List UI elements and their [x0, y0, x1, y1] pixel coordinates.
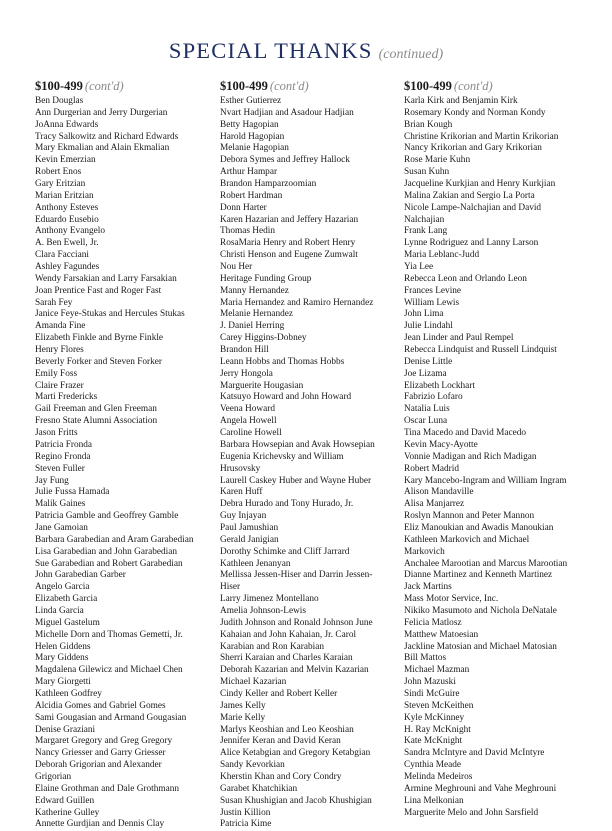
donor-name: Joe Lizama [404, 368, 447, 379]
column-heading [35, 78, 220, 95]
donor-name: Miguel Gastelum [35, 617, 100, 628]
donor-name: Eugenia Krichevsky and William [220, 451, 344, 462]
title-continued: (continued) [378, 47, 444, 62]
donor-name: Lynne Rodriguez and Lanny Larson [404, 238, 539, 249]
donor-name: Dorothy Schimke and Cliff Jarrard [220, 546, 350, 557]
amount-range: $100-499 [35, 79, 83, 93]
donor-name: Cynthia Meade [404, 760, 462, 771]
donor-name: Sindi McGuire [404, 688, 460, 699]
donor-name: Steven Fuller [35, 463, 85, 474]
donor-name: Lina Melkonian [404, 795, 464, 806]
donor-name: Anthony Evangelo [35, 226, 105, 237]
donor-name: Margaret Gregory and Greg Gregory [35, 736, 173, 747]
donor-name: Nvart Hadjian and Asadour Hadjian [220, 107, 354, 118]
donor-name: Leann Hobbs and Thomas Hobbs [220, 356, 345, 367]
donor-name: Mary Giorgetti [35, 677, 91, 688]
donor-name: Tracy Salkowitz and Richard Edwards [35, 131, 179, 142]
donor-name: Frances Levine [404, 285, 462, 296]
donor-name: Melanie Hernandez [220, 309, 294, 320]
donor-name: Robert Hardman [220, 190, 283, 201]
donor-name: Jacqueline Kurkjian and Henry Kurkjian [404, 179, 556, 190]
donor-name: Maria Hernandez and Ramiro Hernandez [220, 297, 374, 308]
donor-name: Amanda Fine [35, 321, 86, 332]
donor-name: Deborah Grigorian and Alexander [35, 760, 162, 771]
donor-name: Arthur Hampar [220, 167, 278, 178]
donor-name: Michael Kazarian [220, 677, 287, 688]
donor-name: Veena Howard [220, 404, 275, 415]
donor-name: Susan Khushigian and Jacob Khushigian [220, 795, 372, 806]
donor-name: Robert Enos [35, 167, 82, 178]
donor-name: Kathleen Markovich and Michael [404, 534, 530, 545]
donor-name: Helen Giddens [35, 641, 91, 652]
donor-name: Natalia Luis [404, 404, 450, 415]
donor-name: Sandy Kevorkian [220, 760, 285, 771]
donor-name: Patricia Kime [220, 819, 272, 830]
donor-name: Patricia Fronda [35, 439, 93, 450]
donor-name: Paul Jamushian [220, 522, 279, 533]
donor-name: RosaMaria Henry and Robert Henry [220, 238, 356, 249]
donor-name: Brian Kough [404, 119, 453, 130]
donor-name: Nikiko Masumoto and Nichola DeNatale [404, 605, 557, 616]
donor-name: Vonnie Madigan and Rich Madigan [404, 451, 537, 462]
donor-name: Katherine Gulley [35, 807, 100, 818]
donor-name: Frank Lang [404, 226, 448, 237]
donor-name: Alisa Manjarrez [404, 499, 465, 510]
donor-name: Brandon Hill [220, 345, 269, 356]
donor-name: Julie Lindahl [404, 321, 453, 332]
donor-name: Marguerite Melo and John Sarsfield [404, 807, 539, 818]
donor-name: Kathleen Jenanyan [220, 558, 291, 569]
donor-name: Jennifer Keran and David Keran [220, 736, 341, 747]
donor-list [35, 96, 220, 831]
donor-name: Betty Hagopian [220, 119, 279, 130]
donor-name: Steven McKeithen [404, 700, 474, 711]
donor-name: Matthew Matoesian [404, 629, 479, 640]
donor-name: Barbara Howsepian and Avak Howsepian [220, 439, 375, 450]
donor-name: James Kelly [220, 700, 266, 711]
amount-range: $100-499 [220, 79, 268, 93]
donor-name: Ann Durgerian and Jerry Durgerian [35, 107, 168, 118]
donor-name: Lisa Garabedian and John Garabedian [35, 546, 177, 557]
donor-name: Ashley Fagundes [35, 262, 100, 273]
donor-name: Melinda Medeiros [404, 771, 473, 782]
donor-name: Henry Flores [35, 345, 84, 356]
donor-name: John Mazuski [404, 677, 456, 688]
donor-name: Mellissa Jessen-Hiser and Darrin Jessen- [220, 570, 373, 581]
donor-name: Cindy Keller and Robert Keller [220, 688, 338, 699]
donor-name: Alice Ketabgian and Gregory Ketabgian [220, 748, 371, 759]
donor-name: Eduardo Eusebio [35, 214, 99, 225]
continued-label: (cont'd) [84, 79, 124, 93]
donor-name: Malina Zakian and Sergio La Porta [404, 190, 535, 201]
donor-name: Heritage Funding Group [220, 273, 312, 284]
donor-name: Elaine Grothman and Dale Grothmann [35, 783, 180, 794]
donor-name: Malik Gaines [35, 499, 86, 510]
donor-name: Magdalena Gilewicz and Michael Chen [35, 665, 183, 676]
donor-name: Kherstin Khan and Cory Condry [220, 771, 342, 782]
donor-name: Fabrizio Lofaro [404, 392, 463, 403]
donor-name: Justin Killion [220, 807, 271, 818]
continued-label: (cont'd) [269, 79, 309, 93]
donor-name: Debra Hurado and Tony Hurado, Jr. [220, 499, 354, 510]
donor-name: Kevin Emerzian [35, 155, 96, 166]
donor-name: Grigorian [35, 771, 72, 782]
donor-name: Robert Madrid [404, 463, 459, 474]
donor-name: Susan Kuhn [404, 167, 450, 178]
donor-name: Alison Mandaville [404, 487, 474, 498]
page-title [0, 38, 612, 64]
donor-name: Garabet Khatchikian [220, 783, 298, 794]
donor-name: Nou Her [220, 262, 253, 273]
donor-name: Marguerite Hougasian [220, 380, 304, 391]
donor-list [220, 96, 405, 831]
continued-label: (cont'd) [453, 79, 493, 93]
donor-name: Hiser [220, 582, 241, 593]
donor-name: Caroline Howell [220, 428, 282, 439]
donor-name: Eliz Manoukian and Awadis Manoukian [404, 522, 554, 533]
donor-name: Markovich [404, 546, 445, 557]
donor-name: Harold Hagopian [220, 131, 285, 142]
donor-column-3 [404, 78, 594, 819]
donor-name: Maria Leblanc-Judd [404, 250, 480, 261]
donor-name: Laurell Caskey Huber and Wayne Huber [220, 475, 372, 486]
donor-name: Karen Hazarian and Jeffery Hazarian [220, 214, 359, 225]
donor-name: Carey Higgins-Dobney [220, 333, 307, 344]
donor-name: Brandon Hamparzoomian [220, 179, 317, 190]
donor-name: Denise Little [404, 356, 453, 367]
donor-name: Deborah Kazarian and Melvin Kazarian [220, 665, 369, 676]
donor-name: Mass Motor Service, Inc. [404, 594, 499, 605]
donor-name: Yia Lee [404, 262, 434, 273]
donor-name: Michelle Dorn and Thomas Gemetti, Jr. [35, 629, 183, 640]
donor-name: Ben Douglas [35, 96, 84, 106]
donor-name: Claire Frazer [35, 380, 84, 391]
donor-name: Hrusovsky [220, 463, 261, 474]
donor-name: William Lewis [404, 297, 460, 308]
donor-name: Armine Meghrouni and Vahe Meghrouni [404, 783, 557, 794]
donor-name: Christi Henson and Eugene Zumwalt [220, 250, 358, 261]
donor-name: Sue Garabedian and Robert Garabedian [35, 558, 183, 569]
donor-name: Rebecca Leon and Orlando Leon [404, 273, 527, 284]
donor-name: Mary Ekmalian and Alain Ekmalian [35, 143, 170, 154]
donor-name: Sandra McIntyre and David McIntyre [404, 748, 545, 759]
donor-name: A. Ben Ewell, Jr. [35, 238, 99, 249]
donor-name: Patricia Gamble and Geoffrey Gamble [35, 511, 179, 522]
donor-name: Rebecca Lindquist and Russell Lindquist [404, 345, 557, 356]
donor-name: Jack Martins [404, 582, 452, 593]
donor-name: Nancy Griesser and Garry Griesser [35, 748, 166, 759]
donor-name: Amelia Johnson-Lewis [220, 605, 306, 616]
donor-column-2 [220, 78, 405, 831]
donor-name: Elizabeth Finkle and Byrne Finkle [35, 333, 164, 344]
donor-name: Beverly Forker and Steven Forker [35, 356, 163, 367]
donor-name: Clara Facciani [35, 250, 89, 261]
donor-name: Nalchajian [404, 214, 445, 225]
donor-name: Rose Marie Kuhn [404, 155, 471, 166]
donor-name: Kyle McKinney [404, 712, 465, 723]
donor-name: J. Daniel Herring [220, 321, 285, 332]
donor-name: Joan Prentice Fast and Roger Fast [35, 285, 162, 296]
donor-name: Karen Huff [220, 487, 263, 498]
donor-name: Marti Fredericks [35, 392, 98, 403]
donor-name: Gerald Janigian [220, 534, 279, 545]
donor-name: Marie Kelly [220, 712, 266, 723]
donor-name: Bill Mattos [404, 653, 447, 664]
amount-range: $100-499 [404, 79, 452, 93]
donor-name: Oscar Luna [404, 416, 448, 427]
donor-name: Dianne Martinez and Kenneth Martinez [404, 570, 553, 581]
donor-name: Kevin Macy-Ayotte [404, 439, 478, 450]
donor-name: Esther Gutierrez [220, 96, 282, 106]
donor-name: Marlys Keoshian and Leo Keoshian [220, 724, 354, 735]
donor-name: Emily Foss [35, 368, 78, 379]
donor-name: Jane Gamoian [35, 522, 88, 533]
donor-name: Anthony Esteves [35, 202, 99, 213]
donor-name: Sarah Fey [35, 297, 73, 308]
donor-name: Thomas Hedin [220, 226, 275, 237]
donor-name: Nicole Lampe-Nalchajian and David [404, 202, 542, 213]
donor-name: Jackline Matosian and Michael Matosian [404, 641, 557, 652]
donor-name: H. Ray McKnight [404, 724, 471, 735]
donor-column-1 [35, 78, 220, 831]
donor-name: Jerry Hongola [220, 368, 273, 379]
donor-name: Guy Injayan [220, 511, 267, 522]
donor-name: Barbara Garabedian and Aram Garabedian [35, 534, 194, 545]
donor-name: Kary Mancebo-Ingram and William Ingram [404, 475, 567, 486]
donor-name: Gail Freeman and Glen Freeman [35, 404, 157, 415]
donor-name: Jason Fritts [35, 428, 78, 439]
donor-name: Regino Fronda [35, 451, 91, 462]
donor-name: Nancy Krikorian and Gary Krikorian [404, 143, 542, 154]
donor-name: Melanie Hagopian [220, 143, 289, 154]
donor-name: Tina Macedo and David Macedo [404, 428, 527, 439]
donor-name: Elizabeth Garcia [35, 594, 98, 605]
donor-name: Roslyn Mannon and Peter Mannon [404, 511, 535, 522]
donor-name: Donn Harter [220, 202, 267, 213]
donor-name: Larry Jimenez Montellano [220, 594, 319, 605]
donor-name: Wendy Farsakian and Larry Farsakian [35, 273, 177, 284]
donor-name: Marian Eritzian [35, 190, 94, 201]
donor-name: Katsuyo Howard and John Howard [220, 392, 352, 403]
donor-name: Kahaian and John Kahaian, Jr. Carol [220, 629, 357, 640]
donor-name: Jean Linder and Paul Rempel [404, 333, 514, 344]
donor-name: Denise Graziani [35, 724, 96, 735]
donor-name: Christine Krikorian and Martin Krikorian [404, 131, 559, 142]
donor-name: Fresno State Alumni Association [35, 416, 158, 427]
donor-name: Rosemary Kondy and Norman Kondy [404, 107, 546, 118]
donor-name: Angelo Garcia [35, 582, 90, 593]
donor-name: Karabian and Ron Karabian [220, 641, 325, 652]
donor-name: Julie Fussa Hamada [35, 487, 110, 498]
donor-name: Annette Gurdjian and Dennis Clay [35, 819, 165, 830]
donor-name: Sami Gougasian and Armand Gougasian [35, 712, 187, 723]
donor-name: JoAnna Edwards [35, 119, 99, 130]
donor-name: Michael Mazman [404, 665, 470, 676]
donor-name: John Lima [404, 309, 444, 320]
donor-name: Karla Kirk and Benjamin Kirk [404, 96, 518, 106]
donor-name: Jay Fung [35, 475, 69, 486]
donor-name: Alcidia Gomes and Gabriel Gomes [35, 700, 166, 711]
title-main: SPECIAL THANKS [168, 38, 373, 63]
donor-name: Mary Giddens [35, 653, 89, 664]
donor-name: Angela Howell [220, 416, 277, 427]
donor-name: John Garabedian Garber [35, 570, 126, 581]
donor-name: Sherri Karaian and Charles Karaian [220, 653, 353, 664]
donor-name: Manny Hernandez [220, 285, 289, 296]
donor-name: Gary Eritzian [35, 179, 86, 190]
donor-name: Edward Guillen [35, 795, 95, 806]
donor-name: Debora Symes and Jeffrey Hallock [220, 155, 350, 166]
donor-name: Kathleen Godfrey [35, 688, 102, 699]
donor-name: Felicia Matlosz [404, 617, 462, 628]
donor-name: Kate McKnight [404, 736, 463, 747]
donor-name: Elizabeth Lockhart [404, 380, 475, 391]
donor-name: Anchalee Marootian and Marcus Marootian [404, 558, 568, 569]
donor-list [404, 96, 594, 819]
donor-name: Linda Garcia [35, 605, 84, 616]
donor-name: Judith Johnson and Ronald Johnson June [220, 617, 373, 628]
column-heading [404, 78, 594, 95]
donor-name: Janice Feye-Stukas and Hercules Stukas [35, 309, 185, 320]
column-heading [220, 78, 405, 95]
